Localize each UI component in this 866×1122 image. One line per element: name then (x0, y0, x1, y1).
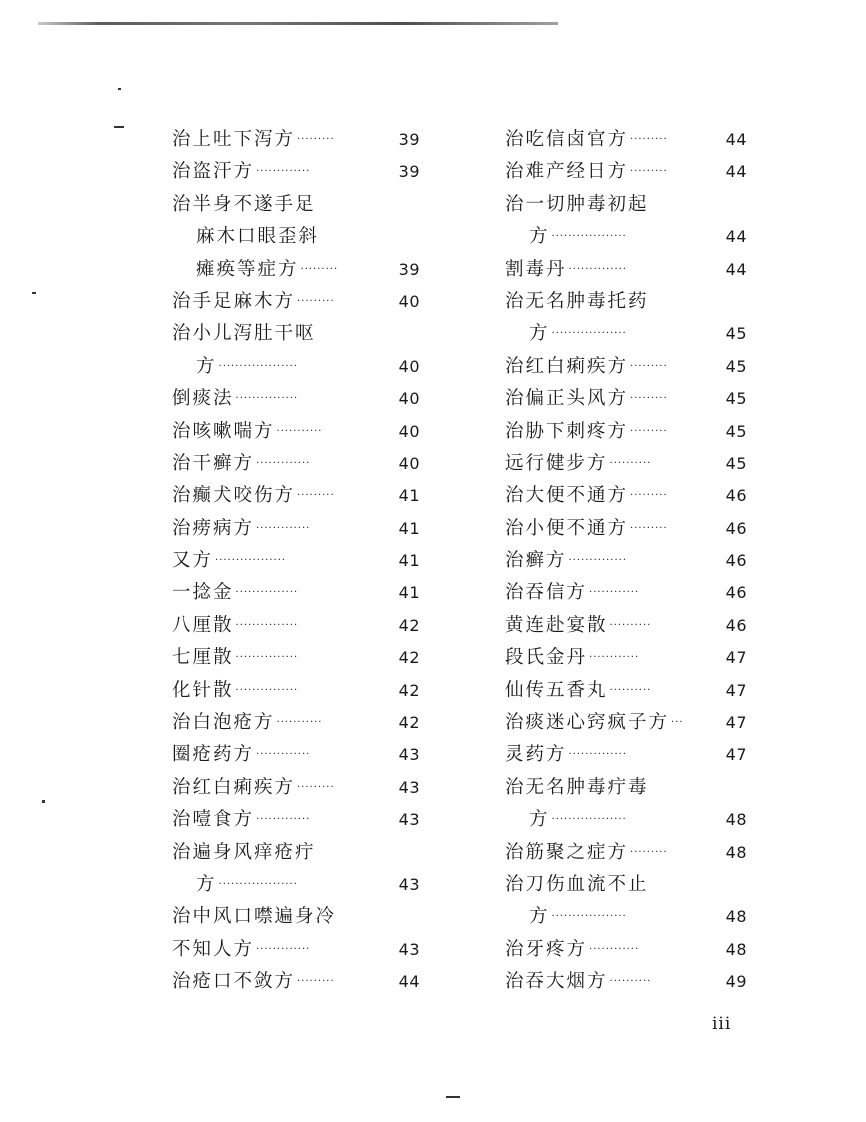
toc-entry-title: 治吞大烟方 (505, 971, 608, 993)
toc-entry-page: 45 (725, 356, 747, 376)
toc-entry (505, 513, 755, 545)
toc-entry-page: 47 (725, 713, 747, 733)
toc-entry-title: 治癣方 (505, 550, 567, 572)
toc-entry (505, 966, 755, 998)
toc-entry (505, 610, 755, 642)
toc-leader-dots: ·············· (568, 555, 628, 567)
toc-entry-page: 47 (725, 648, 747, 668)
toc-entry-title: 段氏金丹 (505, 647, 588, 669)
toc-entry (172, 837, 432, 869)
toc-entry-title: 治噎食方 (172, 809, 255, 831)
toc-entry-title: 治疮口不敛方 (172, 971, 296, 993)
toc-entry (505, 804, 755, 836)
toc-entry (172, 254, 432, 286)
toc-entry-page: 46 (725, 551, 747, 571)
toc-entry-title: 治吃信卤官方 (505, 129, 629, 150)
toc-entry (172, 675, 432, 707)
toc-entry (172, 383, 432, 415)
toc-entry-title: 治中风口噤遍身冷 (172, 906, 337, 928)
toc-entry-title: 瘫痪等症方 (196, 258, 299, 280)
toc-entry-title: 圈疮药方 (172, 744, 255, 766)
toc-entry-title: 远行健步方 (505, 452, 608, 474)
toc-leader-dots: ········· (300, 263, 339, 275)
toc-entry (505, 577, 755, 609)
toc-leader-dots: ········· (297, 781, 335, 793)
toc-entry (172, 448, 432, 480)
toc-leader-dots: ············ (589, 587, 640, 599)
toc-leader-dots: ········· (630, 522, 668, 534)
toc-entry-title: 治遍身风痒疮疔 (172, 841, 316, 863)
toc-entry (172, 804, 432, 836)
toc-entry-page: 39 (398, 259, 420, 279)
toc-entry (172, 351, 432, 383)
toc-leader-dots: ················· (215, 555, 287, 567)
toc-leader-dots: ········· (630, 490, 668, 502)
toc-leader-dots: ········· (630, 425, 668, 437)
toc-entry (172, 934, 432, 966)
toc-leader-dots: ·············· (568, 749, 628, 761)
toc-entry (505, 351, 755, 383)
top-rule (38, 22, 558, 25)
toc-entry-page: 41 (398, 486, 420, 506)
toc-entry-page: 47 (725, 680, 747, 700)
toc-entry (172, 869, 432, 901)
toc-entry-title: 治干癣方 (172, 452, 255, 474)
toc-entry (505, 416, 755, 448)
toc-entry-page: 43 (398, 810, 420, 830)
toc-entry-page: 40 (398, 421, 420, 441)
toc-entry-page: 45 (725, 421, 747, 441)
toc-entry-page: 40 (398, 356, 420, 376)
toc-leader-dots: ········· (630, 846, 668, 858)
toc-entry (505, 739, 755, 771)
toc-entry-page: 42 (398, 648, 420, 668)
scan-speck (446, 1096, 460, 1098)
toc-entry-title: 方 (196, 355, 217, 377)
toc-entry (505, 383, 755, 415)
toc-entry-page: 44 (725, 162, 747, 182)
toc-entry-page: 48 (725, 907, 747, 927)
toc-entry (505, 318, 755, 350)
toc-entry-page: 44 (725, 259, 747, 279)
toc-entry (172, 545, 432, 577)
toc-entry-title: 方 (529, 226, 550, 248)
toc-entry-title: 治偏正头风方 (505, 388, 629, 410)
toc-entry (172, 707, 432, 739)
toc-leader-dots: ··············· (235, 652, 299, 664)
toc-entry-title: 治胁下刺疼方 (505, 420, 629, 442)
toc-entry-page: 42 (398, 713, 420, 733)
toc-right-column (505, 124, 755, 999)
toc-entry-page: 41 (398, 583, 420, 603)
toc-entry (172, 642, 432, 674)
toc-entry-title: 麻木口眼歪斜 (196, 226, 320, 248)
toc-entry-title: 方 (196, 873, 217, 895)
toc-entry-page: 45 (725, 324, 747, 344)
toc-entry-title: 方 (529, 323, 550, 345)
toc-entry-title: 治无名肿毒托药 (505, 290, 649, 312)
toc-entry-title: 一捻金 (172, 582, 234, 604)
toc-entry-title: 治红白痢疾方 (505, 355, 629, 377)
toc-leader-dots: ·················· (551, 328, 627, 340)
toc-entry-page: 46 (725, 486, 747, 506)
toc-entry-page: 45 (725, 453, 747, 473)
toc-entry-title: 治无名肿毒疔毒 (505, 776, 649, 798)
toc-entry-title: 方 (529, 906, 550, 928)
toc-entry (505, 448, 755, 480)
toc-entry-title: 不知人方 (172, 938, 255, 960)
toc-entry-title: 治白泡疮方 (172, 712, 275, 734)
toc-entry-title: 治癫犬咬伤方 (172, 485, 296, 507)
toc-entry (172, 513, 432, 545)
toc-entry-title: 治小便不通方 (505, 517, 629, 539)
toc-entry-title: 仙传五香丸 (505, 679, 608, 701)
toc-entry (172, 286, 432, 318)
toc-leader-dots: ·················· (551, 814, 627, 826)
toc-leader-dots: ··············· (235, 684, 299, 696)
toc-leader-dots: ········· (297, 976, 335, 988)
toc-entry (172, 221, 432, 253)
toc-entry-title: 方 (529, 809, 550, 831)
toc-entry-title: 治上吐下泻方 (172, 129, 296, 150)
toc-entry-page: 44 (398, 972, 420, 992)
toc-entry-title: 治痰迷心窍疯子方 (505, 712, 670, 734)
toc-entry-page: 46 (725, 583, 747, 603)
scan-speck (32, 292, 36, 294)
toc-entry-title: 八厘散 (172, 614, 234, 636)
toc-entry-title: 又方 (172, 550, 214, 572)
toc-leader-dots: ·········· (609, 684, 652, 696)
toc-entry (172, 577, 432, 609)
toc-leader-dots: ········· (297, 490, 335, 502)
toc-entry (172, 772, 432, 804)
toc-leader-dots: ·················· (551, 911, 627, 923)
toc-entry (172, 610, 432, 642)
toc-entry (505, 124, 755, 156)
toc-entry-title: 治小儿泻肚干呕 (172, 323, 316, 345)
toc-entry-page: 48 (725, 939, 747, 959)
toc-entry-title: 治咳嗽喘方 (172, 420, 275, 442)
toc-leader-dots: ··················· (218, 878, 298, 890)
toc-entry-title: 倒痰法 (172, 388, 234, 410)
toc-leader-dots: ·········· (609, 619, 652, 631)
toc-entry-page: 46 (725, 518, 747, 538)
toc-entry (505, 545, 755, 577)
toc-entry-page: 49 (725, 972, 747, 992)
toc-leader-dots: ········· (630, 360, 668, 372)
toc-leader-dots: ········· (630, 393, 668, 405)
toc-leader-dots: ·········· (609, 976, 652, 988)
toc-entry-title: 治一切肿毒初起 (505, 193, 649, 215)
toc-leader-dots: ············· (256, 166, 311, 178)
toc-entry-page: 45 (725, 389, 747, 409)
toc-entry (172, 124, 432, 156)
toc-entry (505, 772, 755, 804)
toc-leader-dots: ··············· (235, 393, 299, 405)
toc-entry (505, 707, 755, 739)
page-number: iii (712, 1014, 732, 1034)
toc-entry-title: 治盗汗方 (172, 161, 255, 183)
toc-leader-dots: ········· (297, 134, 335, 145)
scan-speck (42, 800, 45, 803)
toc-entry (505, 934, 755, 966)
toc-leader-dots: ·········· (609, 457, 652, 469)
toc-entry (172, 901, 432, 933)
toc-entry-title: 治刀伤血流不止 (505, 873, 649, 895)
toc-leader-dots: ··················· (218, 360, 298, 372)
toc-entry-title: 治吞信方 (505, 582, 588, 604)
toc-entry-page: 48 (725, 810, 747, 830)
toc-entry (172, 156, 432, 188)
toc-entry-page: 47 (725, 745, 747, 765)
toc-entry (172, 966, 432, 998)
toc-leader-dots: ··············· (235, 587, 299, 599)
scan-speck (118, 88, 121, 90)
toc-entry-title: 治半身不遂手足 (172, 193, 316, 215)
toc-entry (505, 480, 755, 512)
toc-entry-page: 42 (398, 615, 420, 635)
toc-entry-page: 41 (398, 518, 420, 538)
toc-entry (505, 901, 755, 933)
toc-entry (172, 416, 432, 448)
toc-entry (172, 318, 432, 350)
toc-left-column (172, 124, 432, 999)
toc-entry-title: 黄连赴宴散 (505, 614, 608, 636)
toc-entry-title: 治手足麻木方 (172, 290, 296, 312)
toc-leader-dots: ·············· (568, 263, 628, 275)
toc-entry-page: 46 (725, 615, 747, 635)
toc-leader-dots: ············· (256, 749, 311, 761)
toc-leader-dots: ··· (671, 717, 684, 729)
toc-leader-dots: ············· (256, 943, 311, 955)
toc-entry (172, 189, 432, 221)
toc-entry-page: 43 (398, 745, 420, 765)
toc-entry-title: 七厘散 (172, 647, 234, 669)
toc-leader-dots: ············· (256, 522, 311, 534)
toc-entry-page: 43 (398, 874, 420, 894)
toc-entry-title: 治痨病方 (172, 517, 255, 539)
toc-entry (505, 286, 755, 318)
toc-leader-dots: ········· (297, 295, 335, 307)
toc-leader-dots: ··········· (276, 425, 323, 437)
toc-entry (505, 642, 755, 674)
toc-entry-page: 39 (398, 162, 420, 182)
toc-entry-page: 40 (398, 291, 420, 311)
toc-entry-title: 治筋聚之症方 (505, 841, 629, 863)
toc-leader-dots: ··········· (276, 717, 323, 729)
toc-entry-page: 48 (725, 842, 747, 862)
toc-entry (172, 739, 432, 771)
toc-entry-page: 44 (725, 130, 747, 149)
scan-speck (114, 126, 124, 128)
toc-leader-dots: ············ (589, 943, 640, 955)
toc-entry-title: 治牙疼方 (505, 938, 588, 960)
toc-entry-title: 治红白痢疾方 (172, 776, 296, 798)
toc-entry (505, 837, 755, 869)
toc-entry-page: 43 (398, 777, 420, 797)
toc-leader-dots: ·················· (551, 231, 627, 243)
toc-entry-title: 灵药方 (505, 744, 567, 766)
toc-entry (172, 480, 432, 512)
toc-entry (505, 254, 755, 286)
toc-entry (505, 189, 755, 221)
toc-entry-title: 割毒丹 (505, 258, 567, 280)
toc-entry-page: 41 (398, 551, 420, 571)
toc-entry-page: 43 (398, 939, 420, 959)
toc-leader-dots: ········· (630, 166, 668, 178)
toc-leader-dots: ············· (256, 814, 311, 826)
toc-entry (505, 221, 755, 253)
toc-entry-title: 治难产经日方 (505, 161, 629, 183)
toc-entry (505, 869, 755, 901)
toc-entry-page: 42 (398, 680, 420, 700)
toc-entry-title: 治大便不通方 (505, 485, 629, 507)
toc-leader-dots: ········· (630, 134, 668, 145)
toc-entry-title: 化针散 (172, 679, 234, 701)
toc-entry-page: 40 (398, 389, 420, 409)
toc-entry (505, 156, 755, 188)
toc-leader-dots: ··············· (235, 619, 299, 631)
toc-entry (505, 675, 755, 707)
toc-leader-dots: ············· (256, 457, 311, 469)
toc-entry-page: 40 (398, 453, 420, 473)
toc-entry-page: 39 (398, 130, 420, 149)
toc-entry-page: 44 (725, 227, 747, 247)
toc-leader-dots: ············ (589, 652, 640, 664)
